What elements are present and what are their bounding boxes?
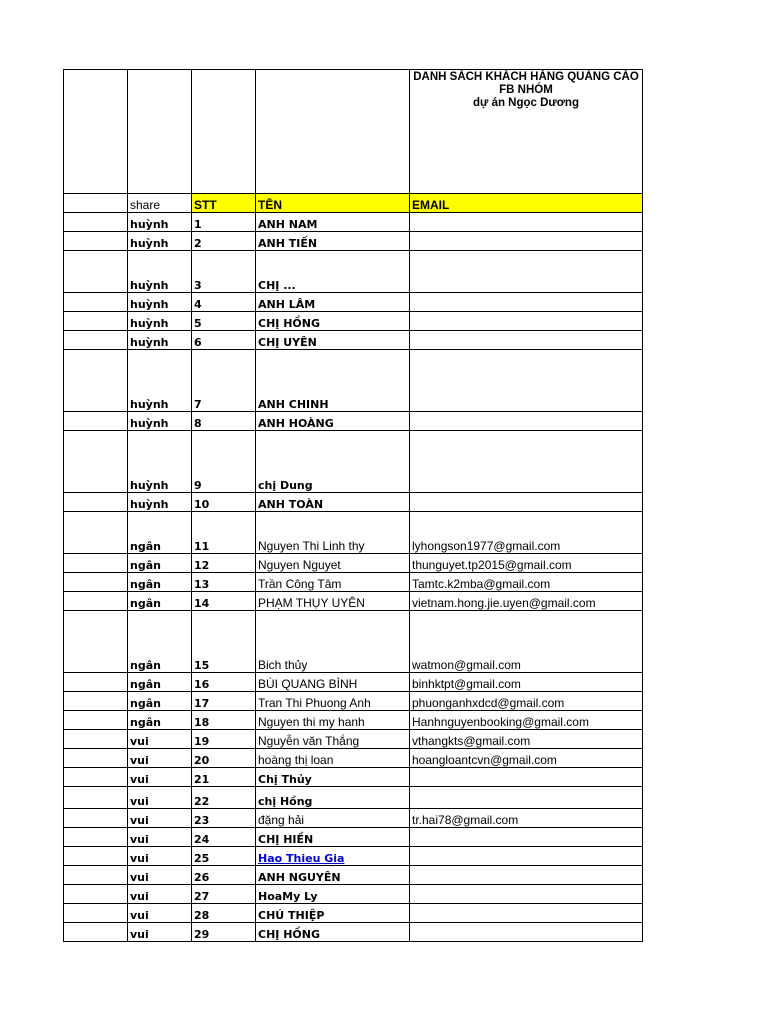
share-text: ngân: [130, 597, 161, 610]
name-text: HoaMy Ly: [258, 890, 318, 903]
stt-cell[interactable]: [192, 809, 256, 828]
name-cell[interactable]: [256, 331, 410, 350]
stt-text: 17: [194, 697, 210, 710]
table-row: [64, 554, 643, 573]
share-text: ngân: [130, 678, 161, 691]
stt-text: 25: [194, 852, 210, 865]
table-row: [64, 828, 643, 847]
share-text: ngân: [130, 659, 161, 672]
share-text: huỳnh: [130, 279, 169, 292]
name-cell[interactable]: [256, 512, 410, 554]
share-cell[interactable]: [128, 692, 192, 711]
share-text: vui: [130, 890, 149, 903]
row-blank-cell[interactable]: [64, 431, 128, 493]
table-row: [64, 692, 643, 711]
table-row: [64, 331, 643, 350]
share-text: ngân: [130, 578, 161, 591]
row-blank-cell[interactable]: [64, 350, 128, 412]
email-cell[interactable]: [410, 692, 643, 711]
share-text: huỳnh: [130, 298, 169, 311]
email-cell[interactable]: [410, 331, 643, 350]
share-text: vui: [130, 735, 149, 748]
share-cell[interactable]: [128, 847, 192, 866]
name-cell[interactable]: [256, 787, 410, 809]
email-text: tr.hai78@gmail.com: [412, 813, 519, 827]
row-blank-cell[interactable]: [64, 611, 128, 673]
stt-text: 26: [194, 871, 210, 884]
stt-text: 15: [194, 659, 210, 672]
email-cell[interactable]: [410, 493, 643, 512]
name-text: CHỊ HIỀN: [258, 833, 314, 846]
email-text: hoangloantcvn@gmail.com: [412, 753, 557, 767]
share-cell[interactable]: [128, 673, 192, 692]
table-row: [64, 312, 643, 331]
email-cell[interactable]: [410, 673, 643, 692]
email-cell[interactable]: [410, 885, 643, 904]
name-cell[interactable]: [256, 350, 410, 412]
share-text: ngân: [130, 559, 161, 572]
share-cell[interactable]: [128, 923, 192, 942]
cell-c0[interactable]: [192, 70, 256, 194]
share-cell[interactable]: [128, 213, 192, 232]
stt-cell[interactable]: [192, 312, 256, 331]
share-cell[interactable]: [128, 350, 192, 412]
stt-cell[interactable]: [192, 828, 256, 847]
share-text: ngân: [130, 716, 161, 729]
table-row: [64, 787, 643, 809]
stt-text: 29: [194, 928, 210, 941]
table-row: [64, 431, 643, 493]
email-cell[interactable]: [410, 213, 643, 232]
share-cell[interactable]: [128, 611, 192, 673]
stt-cell[interactable]: [192, 251, 256, 293]
stt-text: 16: [194, 678, 210, 691]
share-cell[interactable]: [128, 573, 192, 592]
name-text: CHÚ THIỆP: [258, 909, 325, 922]
row-blank-cell[interactable]: [64, 847, 128, 866]
name-text: Nguyễn văn Thắng: [258, 734, 360, 748]
table-row: [64, 213, 643, 232]
table-row: [64, 592, 643, 611]
row-blank-cell[interactable]: [64, 673, 128, 692]
row-blank-cell[interactable]: [64, 809, 128, 828]
name-text: Bich thủy: [258, 658, 308, 672]
stt-text: 10: [194, 498, 210, 511]
title-line-3: dự án Ngọc Dương: [473, 97, 579, 109]
header-blank[interactable]: [64, 194, 128, 213]
row-blank-cell[interactable]: [64, 213, 128, 232]
share-cell[interactable]: [128, 431, 192, 493]
table-row: [64, 232, 643, 251]
stt-text: 12: [194, 559, 210, 572]
email-cell[interactable]: [410, 554, 643, 573]
share-text: ngân: [130, 697, 161, 710]
stt-text: 13: [194, 578, 210, 591]
share-text: vui: [130, 852, 149, 865]
row-blank-cell[interactable]: [64, 512, 128, 554]
stt-cell[interactable]: [192, 350, 256, 412]
name-cell[interactable]: [256, 885, 410, 904]
stt-cell[interactable]: [192, 611, 256, 673]
stt-cell[interactable]: [192, 293, 256, 312]
table-row: [64, 749, 643, 768]
name-cell[interactable]: [256, 251, 410, 293]
row-blank-cell[interactable]: [64, 866, 128, 885]
row-blank-cell[interactable]: [64, 787, 128, 809]
share-text: vui: [130, 871, 149, 884]
title-line-1: DANH SÁCH KHÁCH HÀNG QUẢNG CÁO: [413, 71, 639, 83]
name-cell[interactable]: [256, 293, 410, 312]
share-text: vui: [130, 928, 149, 941]
name-cell[interactable]: [256, 768, 410, 787]
email-text: phuonganhxdcd@gmail.com: [412, 696, 565, 710]
row-blank-cell[interactable]: [64, 293, 128, 312]
share-cell[interactable]: [128, 809, 192, 828]
share-text: vui: [130, 773, 149, 786]
name-text: ANH NGUYÊN: [258, 871, 341, 884]
header-stt[interactable]: STT: [192, 194, 256, 213]
name-cell[interactable]: [256, 730, 410, 749]
table-row: [64, 673, 643, 692]
stt-cell[interactable]: [192, 730, 256, 749]
name-cell[interactable]: [256, 431, 410, 493]
share-cell[interactable]: [128, 711, 192, 730]
name-link[interactable]: Hao Thieu Gia: [258, 852, 345, 865]
name-cell[interactable]: [256, 232, 410, 251]
table-row: [64, 611, 643, 673]
row-blank-cell[interactable]: [64, 412, 128, 431]
email-text: Hanhnguyenbooking@gmail.com: [412, 715, 589, 729]
email-cell[interactable]: [410, 512, 643, 554]
share-cell[interactable]: [128, 828, 192, 847]
row-blank-cell[interactable]: [64, 573, 128, 592]
header-share[interactable]: share: [128, 194, 192, 213]
name-cell[interactable]: [256, 673, 410, 692]
stt-text: 2: [194, 237, 202, 250]
table-row: [64, 412, 643, 431]
stt-cell[interactable]: [192, 885, 256, 904]
share-cell[interactable]: [128, 293, 192, 312]
share-text: huỳnh: [130, 237, 169, 250]
table-row: [64, 809, 643, 828]
name-text: Nguyen Thi Linh thy: [258, 539, 365, 553]
share-cell[interactable]: [128, 768, 192, 787]
share-cell[interactable]: [128, 554, 192, 573]
table-row: [64, 711, 643, 730]
share-cell[interactable]: [128, 493, 192, 512]
customer-spreadsheet: [63, 69, 643, 942]
cell-b0[interactable]: [128, 70, 192, 194]
name-text: ANH NAM: [258, 218, 318, 231]
share-text: huỳnh: [130, 336, 169, 349]
stt-cell[interactable]: [192, 904, 256, 923]
header-row: [64, 194, 643, 213]
name-text: CHỊ HỒNG: [258, 928, 320, 941]
share-text: huỳnh: [130, 317, 169, 330]
stt-text: 11: [194, 540, 210, 553]
stt-text: 5: [194, 317, 202, 330]
stt-cell[interactable]: [192, 554, 256, 573]
name-cell[interactable]: [256, 493, 410, 512]
share-cell[interactable]: [128, 730, 192, 749]
row-blank-cell[interactable]: [64, 554, 128, 573]
email-cell[interactable]: [410, 251, 643, 293]
email-cell[interactable]: [410, 711, 643, 730]
share-text: vui: [130, 754, 149, 767]
email-cell[interactable]: [410, 573, 643, 592]
stt-text: 14: [194, 597, 210, 610]
cell-a0[interactable]: [64, 70, 128, 194]
email-cell[interactable]: [410, 787, 643, 809]
title-line-2: FB NHÓM: [499, 84, 553, 96]
share-cell[interactable]: [128, 312, 192, 331]
name-text: ANH TOÀN: [258, 498, 324, 511]
stt-text: 22: [194, 795, 210, 808]
email-cell[interactable]: [410, 749, 643, 768]
email-cell[interactable]: [410, 312, 643, 331]
name-text: CHỊ HỒNG: [258, 317, 320, 330]
share-text: vui: [130, 814, 149, 827]
share-text: vui: [130, 795, 149, 808]
stt-text: 23: [194, 814, 210, 827]
stt-text: 19: [194, 735, 210, 748]
table-row: [64, 730, 643, 749]
email-text: lyhongson1977@gmail.com: [412, 539, 561, 553]
stt-cell[interactable]: [192, 412, 256, 431]
share-text: vui: [130, 833, 149, 846]
name-text: hoàng thị loan: [258, 753, 334, 767]
email-cell[interactable]: [410, 232, 643, 251]
share-cell[interactable]: [128, 592, 192, 611]
share-text: ngân: [130, 540, 161, 553]
table-row: [64, 493, 643, 512]
row-blank-cell[interactable]: [64, 232, 128, 251]
stt-text: 21: [194, 773, 210, 786]
name-cell[interactable]: [256, 923, 410, 942]
stt-cell[interactable]: [192, 213, 256, 232]
name-text: BÙI QUANG BÌNH: [258, 677, 358, 691]
email-cell[interactable]: [410, 412, 643, 431]
name-text: Chị Thủy: [258, 773, 312, 786]
name-cell[interactable]: [256, 412, 410, 431]
share-cell[interactable]: [128, 787, 192, 809]
name-text: chị Dung: [258, 479, 313, 492]
name-cell[interactable]: [256, 692, 410, 711]
stt-text: 3: [194, 279, 202, 292]
name-cell[interactable]: [256, 554, 410, 573]
name-text: chị Hồng: [258, 795, 313, 808]
name-cell[interactable]: [256, 592, 410, 611]
share-text: huỳnh: [130, 498, 169, 511]
email-text: thunguyet.tp2015@gmail.com: [412, 558, 572, 572]
table-row: [64, 885, 643, 904]
email-cell[interactable]: [410, 768, 643, 787]
stt-text: 7: [194, 398, 202, 411]
email-cell[interactable]: [410, 923, 643, 942]
stt-cell[interactable]: [192, 512, 256, 554]
table-row: [64, 251, 643, 293]
name-text: ANH TIẾN: [258, 237, 318, 250]
email-cell[interactable]: [410, 847, 643, 866]
stt-text: 27: [194, 890, 210, 903]
name-cell[interactable]: [256, 312, 410, 331]
row-blank-cell[interactable]: [64, 312, 128, 331]
cell-d0[interactable]: [256, 70, 410, 194]
table-row: [64, 512, 643, 554]
row-blank-cell[interactable]: [64, 493, 128, 512]
table-row: [64, 350, 643, 412]
table-row: [64, 768, 643, 787]
email-cell[interactable]: [410, 730, 643, 749]
name-text: CHỊ UYÊN: [258, 336, 317, 349]
name-text: ANH CHINH: [258, 398, 329, 411]
row-blank-cell[interactable]: [64, 692, 128, 711]
share-cell[interactable]: [128, 412, 192, 431]
email-text: binhktpt@gmail.com: [412, 677, 521, 691]
stt-text: 28: [194, 909, 210, 922]
stt-cell[interactable]: [192, 768, 256, 787]
table-row: [64, 573, 643, 592]
email-text: Tamtc.k2mba@gmail.com: [412, 577, 551, 591]
table-row: [64, 923, 643, 942]
share-cell[interactable]: [128, 251, 192, 293]
name-cell[interactable]: [256, 828, 410, 847]
share-cell[interactable]: [128, 749, 192, 768]
stt-cell[interactable]: [192, 592, 256, 611]
share-cell[interactable]: [128, 866, 192, 885]
table-row: [64, 866, 643, 885]
name-cell[interactable]: [256, 711, 410, 730]
email-cell[interactable]: [410, 293, 643, 312]
name-text: đặng hải: [258, 813, 305, 827]
stt-text: 1: [194, 218, 202, 231]
share-cell[interactable]: [128, 512, 192, 554]
stt-cell[interactable]: [192, 692, 256, 711]
stt-cell[interactable]: [192, 866, 256, 885]
row-blank-cell[interactable]: [64, 904, 128, 923]
email-cell[interactable]: [410, 828, 643, 847]
row-blank-cell[interactable]: [64, 885, 128, 904]
table-row: [64, 293, 643, 312]
stt-text: 18: [194, 716, 210, 729]
email-cell[interactable]: [410, 809, 643, 828]
email-cell[interactable]: [410, 431, 643, 493]
stt-text: 6: [194, 336, 202, 349]
share-text: huỳnh: [130, 417, 169, 430]
stt-cell[interactable]: [192, 923, 256, 942]
stt-text: 20: [194, 754, 210, 767]
name-cell[interactable]: [256, 809, 410, 828]
email-cell[interactable]: [410, 350, 643, 412]
share-text: vui: [130, 909, 149, 922]
share-text: huỳnh: [130, 218, 169, 231]
email-cell[interactable]: [410, 866, 643, 885]
table-row: [64, 904, 643, 923]
name-cell[interactable]: [256, 904, 410, 923]
share-cell[interactable]: [128, 904, 192, 923]
name-cell[interactable]: [256, 847, 410, 866]
email-text: vietnam.hong.jie.uyen@gmail.com: [412, 596, 596, 610]
stt-cell[interactable]: [192, 331, 256, 350]
email-text: watmon@gmail.com: [412, 658, 521, 672]
row-blank-cell[interactable]: [64, 592, 128, 611]
row-blank-cell[interactable]: [64, 331, 128, 350]
name-cell[interactable]: [256, 573, 410, 592]
row-blank-cell[interactable]: [64, 730, 128, 749]
name-text: Tran Thi Phuong Anh: [258, 696, 371, 710]
name-text: ANH HOÀNG: [258, 417, 334, 430]
stt-cell[interactable]: [192, 749, 256, 768]
share-text: huỳnh: [130, 398, 169, 411]
stt-text: 9: [194, 479, 202, 492]
name-text: CHỊ ...: [258, 279, 296, 292]
name-text: Nguyen Nguyet: [258, 558, 341, 572]
stt-cell[interactable]: [192, 847, 256, 866]
share-text: huỳnh: [130, 479, 169, 492]
name-text: Trần Công Tâm: [258, 577, 342, 591]
title-cell[interactable]: [410, 70, 643, 194]
share-cell[interactable]: [128, 232, 192, 251]
stt-cell[interactable]: [192, 711, 256, 730]
stt-cell[interactable]: [192, 493, 256, 512]
name-cell[interactable]: [256, 866, 410, 885]
stt-cell[interactable]: [192, 787, 256, 809]
name-cell[interactable]: [256, 213, 410, 232]
share-cell[interactable]: [128, 885, 192, 904]
name-text: ANH LÂM: [258, 298, 316, 311]
header-email[interactable]: EMAIL: [410, 194, 643, 213]
name-cell[interactable]: [256, 611, 410, 673]
row-blank-cell[interactable]: [64, 828, 128, 847]
share-cell[interactable]: [128, 331, 192, 350]
email-cell[interactable]: [410, 904, 643, 923]
row-blank-cell[interactable]: [64, 749, 128, 768]
row-blank-cell[interactable]: [64, 711, 128, 730]
name-text: PHẠM THỤY UYÊN: [258, 596, 365, 610]
email-cell[interactable]: [410, 611, 643, 673]
row-blank-cell[interactable]: [64, 923, 128, 942]
name-text: Nguyen thi my hanh: [258, 715, 365, 729]
stt-text: 24: [194, 833, 210, 846]
header-name[interactable]: TÊN: [256, 194, 410, 213]
stt-text: 4: [194, 298, 202, 311]
row-blank-cell[interactable]: [64, 768, 128, 787]
stt-cell[interactable]: [192, 431, 256, 493]
row-blank-cell[interactable]: [64, 251, 128, 293]
name-cell[interactable]: [256, 749, 410, 768]
email-text: vthangkts@gmail.com: [412, 734, 531, 748]
email-cell[interactable]: [410, 592, 643, 611]
stt-text: 8: [194, 417, 202, 430]
stt-cell[interactable]: [192, 573, 256, 592]
stt-cell[interactable]: [192, 673, 256, 692]
table-row: [64, 847, 643, 866]
stt-cell[interactable]: [192, 232, 256, 251]
title-row: [64, 70, 643, 194]
